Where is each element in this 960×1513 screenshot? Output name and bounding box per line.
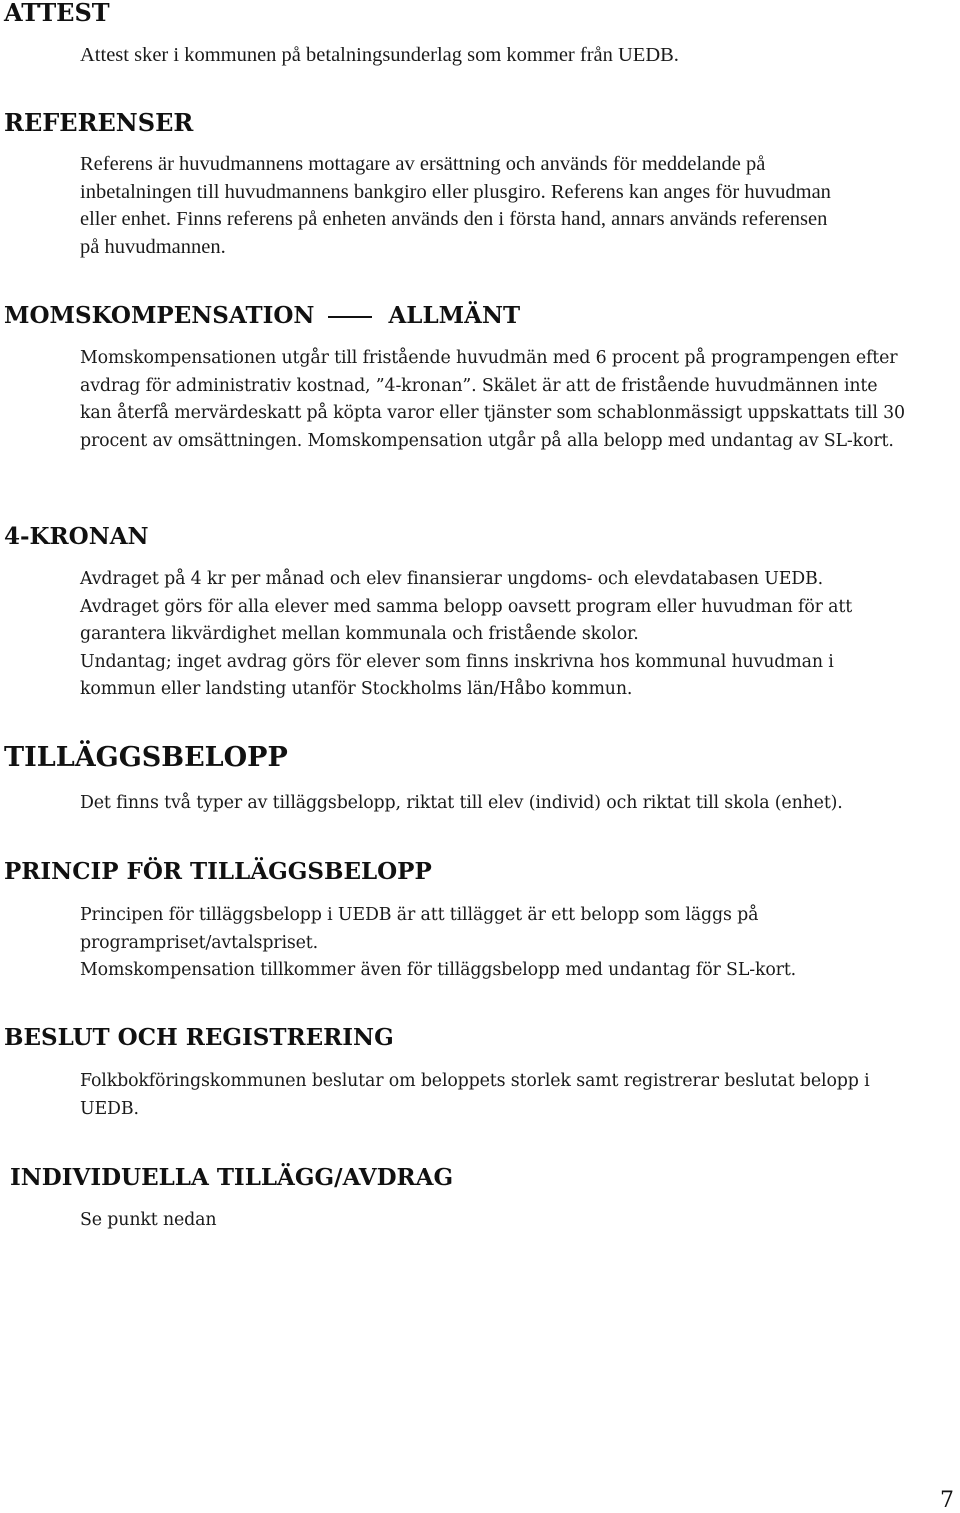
paragraph-4-kronan	[80, 566, 955, 704]
text-line: på huvudmannen.	[80, 235, 226, 258]
paragraph-referenser	[80, 151, 955, 261]
text-line: procent av omsättningen. Momskompensation utgår på alla belopp med undantag av SL-kort.	[80, 430, 894, 451]
paragraph-princip	[80, 902, 955, 985]
paragraph-attest	[80, 42, 955, 70]
text-line: Momskompensation tillkommer även för tilläggsbelopp med undantag för SL-kort.	[80, 960, 797, 980]
text-line: Folkbokföringskommunen beslutar om beloppets storlek samt registrerar beslutat belopp i	[80, 1071, 870, 1091]
text-line: Undantag; inget avdrag görs för elever som finns inskrivna hos kommunal huvudman i	[80, 651, 834, 672]
text-line: Attest sker i kommunen på betalningsunderlag som kommer från UEDB.	[80, 44, 679, 66]
paragraph-beslut	[80, 1068, 955, 1123]
text-line: Referens är huvudmannens mottagare av ersättning och används för meddelande på	[80, 153, 766, 175]
heading-4-kronan: 4-KRONAN	[4, 523, 149, 550]
text-line: Det finns två typer av tilläggsbelopp, riktat till elev (individ) och riktat till skola (enhet).	[80, 793, 843, 813]
heading-referenser: REFERENSER	[4, 108, 194, 137]
text-line: kan återfå mervärdeskatt på köpta varor eller tjänster som schablonmässigt uppskattats till 30	[80, 403, 905, 423]
text-line: kommun eller landsting utanför Stockholms län/Håbo kommun.	[80, 679, 633, 699]
heading-part: ALLMÄNT	[388, 302, 521, 329]
text-line: Momskompensationen utgår till fristående huvudmän med 6 procent på programpengen efter	[80, 348, 898, 368]
heading-attest: ATTEST	[4, 0, 110, 27]
paragraph-momskompensation	[80, 345, 955, 455]
text-line: Principen för tilläggsbelopp i UEDB är att tillägget är ett belopp som läggs på	[80, 905, 759, 925]
text-line: Se punkt nedan	[80, 1210, 217, 1230]
paragraph-individuella	[80, 1207, 955, 1235]
text-line: Avdraget på 4 kr per månad och elev finansierar ungdoms- och elevdatabasen UEDB.	[80, 569, 824, 589]
text-line: Avdraget görs för alla elever med samma belopp oavsett program eller huvudman för att	[80, 596, 853, 617]
text-line: eller enhet. Finns referens på enheten används den i första hand, annars används referensen	[80, 208, 828, 230]
paragraph-tillaggsbelopp	[80, 790, 955, 818]
page-number: 7	[940, 1488, 954, 1513]
text-line: inbetalningen till huvudmannens bankgiro eller plusgiro. Referens kan anges för huvudman	[80, 180, 831, 203]
text-line: avdrag för administrativ kostnad, ”4-kronan”. Skälet är att de fristående huvudmännen inte	[80, 375, 878, 396]
heading-momskompensation	[4, 302, 520, 329]
heading-dash	[328, 316, 372, 318]
text-line: programpriset/avtalspriset.	[80, 932, 319, 953]
heading-princip: PRINCIP FÖR TILLÄGGSBELOPP	[4, 858, 432, 885]
heading-beslut: BESLUT OCH REGISTRERING	[4, 1024, 394, 1051]
text-line: garantera likvärdighet mellan kommunala och fristående skolor.	[80, 624, 639, 644]
heading-part: MOMSKOMPENSATION	[4, 302, 315, 329]
text-line: UEDB.	[80, 1098, 139, 1119]
heading-tillaggsbelopp: TILLÄGGSBELOPP	[4, 742, 288, 773]
heading-individuella: INDIVIDUELLA TILLÄGG/AVDRAG	[10, 1164, 454, 1191]
